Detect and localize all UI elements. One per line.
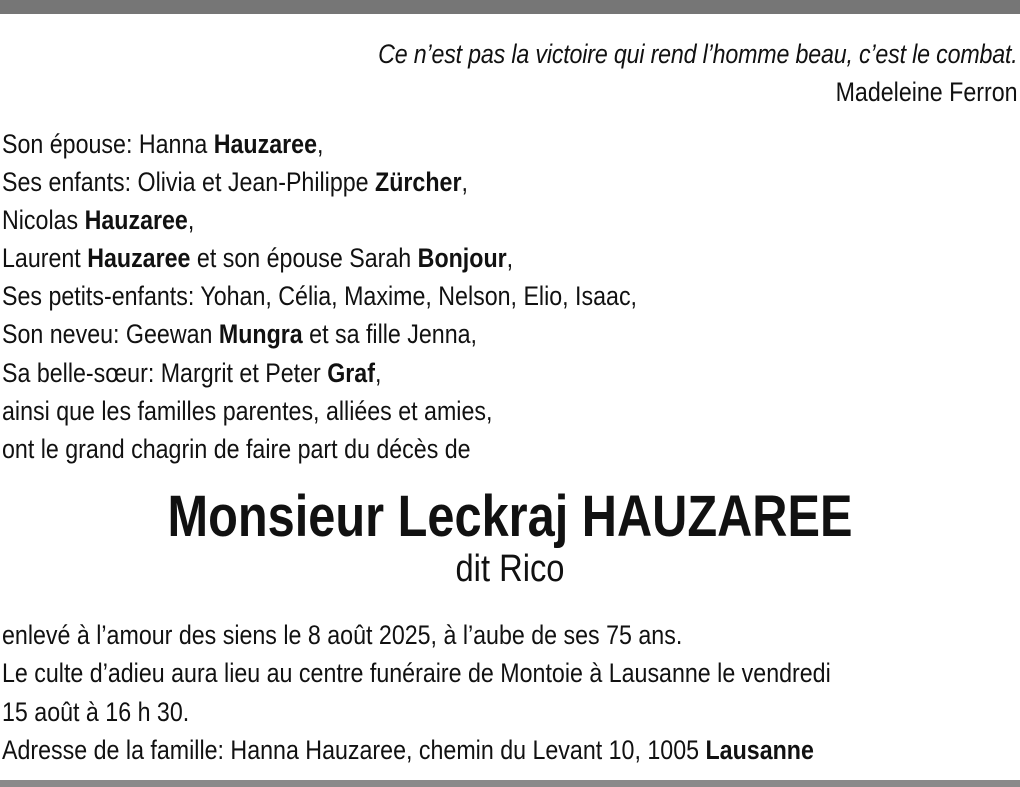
service-details (2, 616, 966, 769)
family-line-son-nicolas: Nicolas Hauzaree, (2, 205, 195, 236)
deceased-nickname: dit Rico (455, 548, 565, 590)
quote-text: Ce n’est pas la victoire qui rend l’homme beau, c’est le combat. (378, 39, 1018, 69)
family-line-announcement: ont le grand chagrin de faire part du décès de (2, 433, 471, 464)
family-line-sister-in-law: Sa belle-sœur: Margrit et Peter Graf, (2, 357, 382, 388)
epigraph (274, 36, 1018, 112)
family-line-grandchildren: Ses petits-enfants: Yohan, Célia, Maxime, Nelson, Elio, Isaac, (2, 281, 638, 312)
family-line-son-laurent: Laurent Hauzaree et son épouse Sarah Bonjour, (2, 243, 514, 274)
family-line-spouse: Son épouse: Hanna Hauzaree, (2, 129, 324, 159)
bottom-rule (0, 780, 1020, 787)
family-line-children: Ses enfants: Olivia et Jean-Philippe Zürcher, (2, 167, 468, 198)
deceased-name: Monsieur Leckraj HAUZAREE (167, 484, 853, 549)
detail-line-death: enlevé à l’amour des siens le 8 août 2025, à l’aube de ses 75 ans. (2, 620, 683, 650)
deceased-name-block (0, 486, 1020, 590)
family-list (2, 125, 740, 468)
top-rule (0, 0, 1020, 14)
detail-line-address: Adresse de la famille: Hanna Hauzaree, chemin du Levant 10, 1005 Lausanne (2, 734, 814, 765)
family-line-nephew: Son neveu: Geewan Mungra et sa fille Jenna, (2, 319, 477, 350)
detail-line-ceremony: Le culte d’adieu aura lieu au centre funéraire de Montoie à Lausanne le vendredi (2, 658, 831, 689)
quote-author: Madeleine Ferron (836, 77, 1018, 107)
family-line-relatives: ainsi que les familles parentes, alliées et amies, (2, 395, 493, 426)
detail-line-ceremony-date: 15 août à 16 h 30. (2, 696, 190, 727)
